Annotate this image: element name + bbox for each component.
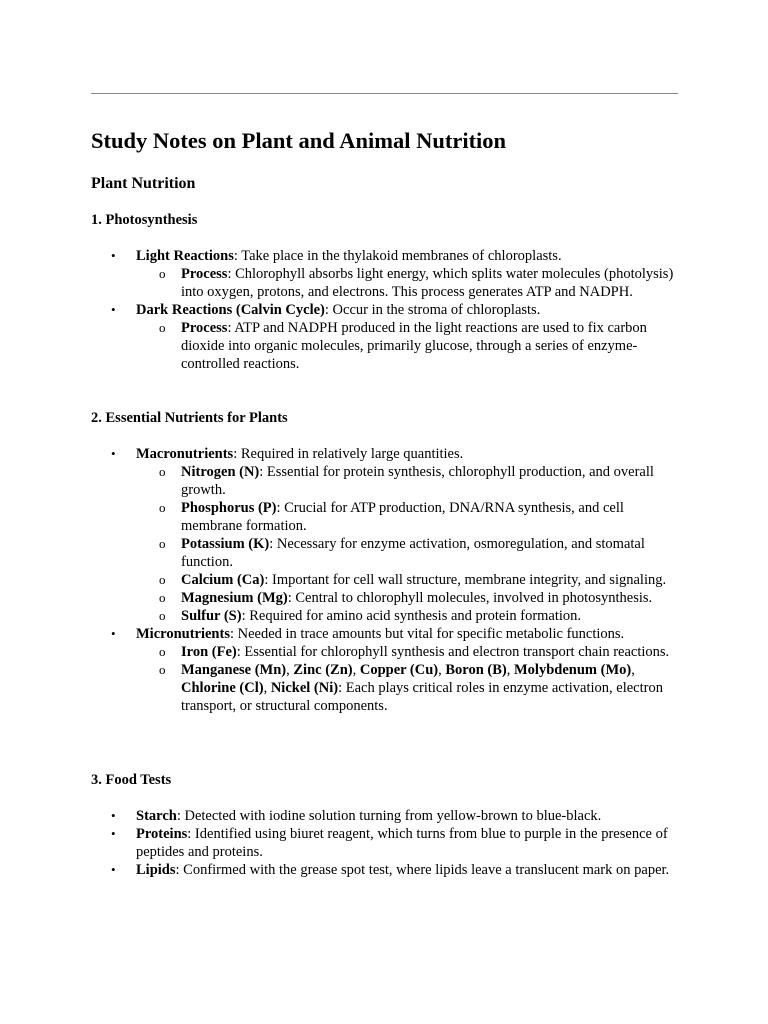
list-item-dark-reactions <box>91 301 678 373</box>
page-title: Study Notes on Plant and Animal Nutrition <box>91 128 507 153</box>
list-item-macronutrients <box>91 445 678 625</box>
term: Light Reactions <box>136 248 234 264</box>
list-item-proteins <box>91 825 678 861</box>
term: Macronutrients <box>136 446 234 462</box>
term: Lipids <box>136 862 176 878</box>
description: : Important for cell wall structure, membrane integrity, and signaling. <box>264 572 667 588</box>
description: : Identified using biuret reagent, which turns from blue to purple in the presence of peptides and proteins. <box>136 826 668 860</box>
sub-list-item-nitrogen <box>136 463 678 499</box>
term-copper: Copper (Cu) <box>359 662 439 678</box>
term-manganese: Manganese (Mn) <box>181 662 287 678</box>
subheading-food-tests: 3. Food Tests <box>91 772 172 788</box>
photosynthesis-list <box>91 247 678 373</box>
sub-list-item-sulfur <box>136 607 678 625</box>
term: Sulfur (S) <box>181 608 242 624</box>
description: : Occur in the stroma of chloroplasts. <box>324 302 541 318</box>
description: : Essential for protein synthesis, chlorophyll production, and overall growth. <box>181 464 654 498</box>
sub-list-item-magnesium <box>136 589 678 607</box>
description: : Essential for chlorophyll synthesis and electron transport chain reactions. <box>236 644 670 660</box>
separator: , <box>286 662 294 678</box>
separator: , <box>263 680 271 696</box>
section-heading: Plant Nutrition <box>91 175 196 192</box>
description: : Required for amino acid synthesis and protein formation. <box>241 608 582 624</box>
subheading-nutrients: 2. Essential Nutrients for Plants <box>91 410 288 426</box>
description: : Crucial for ATP production, DNA/RNA synthesis, and cell membrane formation. <box>181 500 624 534</box>
separator: , <box>352 662 360 678</box>
term: Micronutrients <box>136 626 230 642</box>
sub-list <box>136 463 678 625</box>
description: : ATP and NADPH produced in the light reactions are used to fix carbon dioxide into organic molecules, primarily glucose, through a series of enzyme-controlled reactions. <box>181 320 647 372</box>
list-item-light-reactions <box>91 247 678 301</box>
description: : Necessary for enzyme activation, osmoregulation, and stomatal function. <box>181 536 645 570</box>
description: : Required in relatively large quantities. <box>233 446 464 462</box>
description: : Needed in trace amounts but vital for specific metabolic functions. <box>229 626 625 642</box>
term: Potassium (K) <box>181 536 270 552</box>
term-nickel: Nickel (Ni) <box>270 680 339 696</box>
description: : Chlorophyll absorbs light energy, which splits water molecules (photolysis) into oxygen, protons, and electrons. This process generates ATP and NADPH. <box>181 266 674 300</box>
sub-list-item-calcium <box>136 571 678 589</box>
term: Calcium (Ca) <box>181 572 265 588</box>
term: Iron (Fe) <box>181 644 237 660</box>
sub-list-item-process <box>136 319 678 373</box>
term: Dark Reactions (Calvin Cycle) <box>136 302 325 318</box>
separator: , <box>506 662 514 678</box>
sub-list-item-other-micronutrients <box>136 661 678 715</box>
term: Process <box>181 320 228 336</box>
sub-list-item-potassium <box>136 535 678 571</box>
description: : Each plays critical roles in enzyme activation, electron transport, or structural components. <box>181 680 663 714</box>
list-item-micronutrients <box>91 625 678 715</box>
separator: , <box>438 662 446 678</box>
term-molybdenum: Molybdenum (Mo) <box>514 662 632 678</box>
list-item-starch <box>91 807 678 825</box>
term: Proteins <box>136 826 188 842</box>
description: : Detected with iodine solution turning from yellow-brown to blue-black. <box>176 808 602 824</box>
food-tests-list <box>91 807 678 879</box>
sub-list <box>136 319 678 373</box>
separator: , <box>631 662 635 678</box>
sub-list <box>136 265 678 301</box>
horizontal-rule <box>91 93 678 94</box>
list-item-lipids <box>91 861 678 879</box>
description: : Confirmed with the grease spot test, where lipids leave a translucent mark on paper. <box>175 862 670 878</box>
term-chlorine: Chlorine (Cl) <box>181 680 264 696</box>
term: Starch <box>136 808 177 824</box>
description: : Central to chlorophyll molecules, involved in photosynthesis. <box>287 590 653 606</box>
term: Process <box>181 266 228 282</box>
term: Phosphorus (P) <box>181 500 277 516</box>
description: : Take place in the thylakoid membranes of chloroplasts. <box>233 248 562 264</box>
sub-list-item-phosphorus <box>136 499 678 535</box>
term-boron: Boron (B) <box>445 662 507 678</box>
nutrients-list <box>91 445 678 715</box>
sub-list-item-iron <box>136 643 678 661</box>
term-zinc: Zinc (Zn) <box>293 662 353 678</box>
subheading-photosynthesis: 1. Photosynthesis <box>91 212 198 228</box>
sub-list-item-process <box>136 265 678 301</box>
term: Magnesium (Mg) <box>181 590 288 606</box>
term: Nitrogen (N) <box>181 464 260 480</box>
sub-list <box>136 643 678 715</box>
